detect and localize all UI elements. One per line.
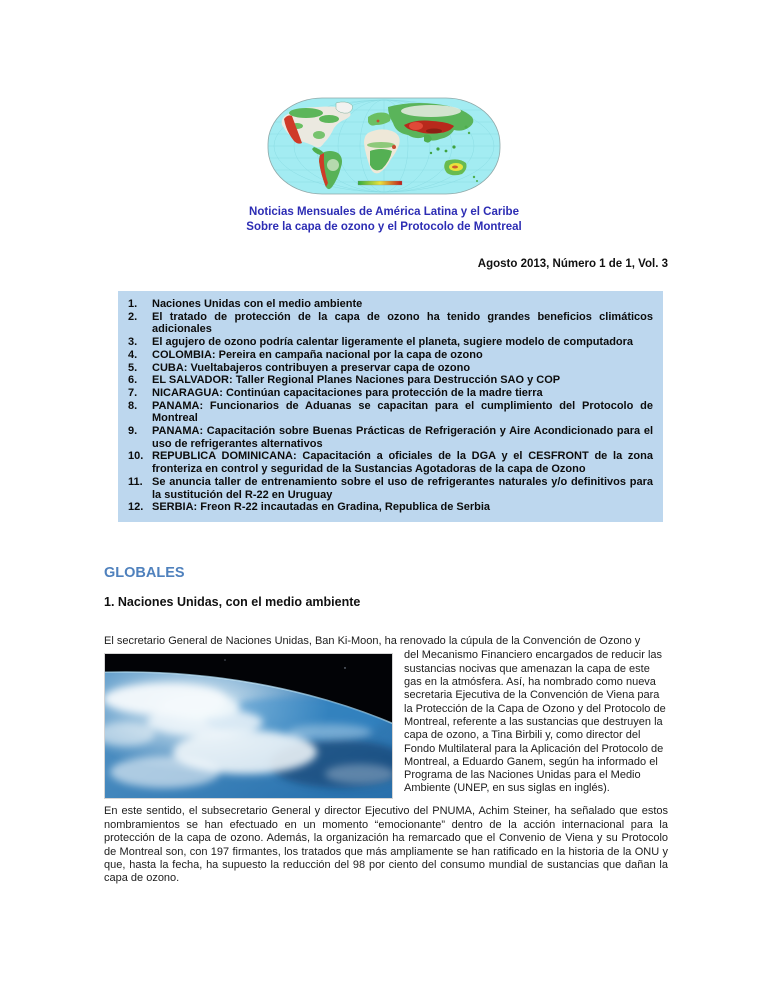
toc-item [128,476,653,501]
toc-item [128,336,653,349]
toc-item-text: El tratado de protección de la capa de ozono ha tenido grandes beneficios climáticos adicionales [152,310,653,336]
newsletter-title-line1: Noticias Mensuales de América Latina y el Caribe [249,206,519,218]
toc-item-text: El agujero de ozono podría calentar ligeramente el planeta, sugiere modelo de computadora [152,336,634,349]
newsletter-title-line2: Sobre la capa de ozono y el Protocolo de Montreal [246,221,522,233]
table-of-contents [118,291,663,522]
toc-item [128,349,653,362]
toc-item [128,425,653,450]
toc-item-text: NICARAGUA: Continúan capacitaciones para protección de la madre tierra [152,386,543,399]
world-map-image [266,95,502,197]
toc-item-number: 9. [128,425,138,438]
masthead [0,0,768,235]
section-heading-globales: GLOBALES [104,564,185,581]
article-title: 1. Naciones Unidas, con el medio ambiente [104,594,361,609]
toc-item-number: 4. [128,348,138,361]
toc-item-number: 8. [128,399,138,412]
toc-item-number: 1. [128,298,138,310]
toc-item-text: Naciones Unidas con el medio ambiente [152,298,363,310]
toc-item-number: 11. [128,475,143,488]
toc-item-text: CUBA: Vueltabajeros contribuyen a preservar capa de ozono [152,361,471,374]
toc-item [128,374,653,387]
toc-item-number: 5. [128,361,138,374]
toc-item-text: PANAMA: Capacitación sobre Buenas Prácticas de Refrigeración y Aire Acondicionado para el uso de refrigerantes alternativos [152,425,653,450]
toc-item-text: Se anuncia taller de entrenamiento sobre el uso de refrigerantes naturales y/o definitivos para la sustitución del R-22 en Uruguay [152,475,653,501]
toc-item-number: 6. [128,374,138,387]
article-lead-line: El secretario General de Naciones Unidas, Ban Ki-Moon, ha renovado la cúpula de la Convención de Ozono y [104,634,641,647]
toc-item-text: SERBIA: Freon R-22 incautadas en Gradina, Republica de Serbia [152,501,491,514]
bottom-margin [0,886,768,946]
toc-item [128,501,653,514]
toc-item-number: 7. [128,386,138,399]
toc-item [128,298,653,311]
toc-item [128,400,653,425]
earth-from-space-image [104,653,393,799]
toc-item-text: EL SALVADOR: Taller Regional Planes Naciones para Destrucción SAO y COP [152,374,561,387]
article-paragraph-wrap: del Mecanismo Financiero encargados de reducir las sustancias nocivas que amenazan la capa de este gas en la atmósfera. Así, ha nombrado como nueva secretaria Ejecutiva de la Convención de Viena para la Protección de la Capa de Ozono y del Protocolo de Montreal, referente a las sustancias que destruyen la capa de ozono, a Tina Birbili y, como director del Fondo Multilateral para la Aplicación del Protocolo de Montreal, a Eduardo Ganem, según ha informado el Programa de las Naciones Unidas para el Medio Ambiente (UNEP, en sus siglas en inglés). [404,649,666,795]
toc-item-text: PANAMA: Funcionarios de Aduanas se capacitan para el cumplimiento del Protocolo de Montreal [152,399,653,425]
toc-item-number: 12. [128,501,144,514]
toc-item-number: 10. [128,450,144,463]
toc-item [128,450,653,475]
toc-item [128,387,653,400]
toc-item-number: 3. [128,336,138,349]
map-legend-colorbar [358,181,402,185]
toc-item [128,311,653,336]
toc-item-text: REPUBLICA DOMINICANA: Capacitación a oficiales de la DGA y el CESFRONT de la zona fronteriza en control y seguridad de la Sustancias Agotadoras de la capa de Ozono [152,450,653,476]
article-paragraph-2: En este sentido, el subsecretario General y director Ejecutivo del PNUMA, Achim Steiner, ha señalado que estos nombramientos se han efectuado en un momento “emocionante” dentro de la acción internacional para la protección de la capa de ozono. Además, la organización ha remarcado que el Convenio de Viena y su Protocolo de Montreal son, con 197 firmantes, los tratados que más ampliamente se han ratificado en la historia de la ONU y que, hasta la fecha, ha supuesto la reducción del 98 por ciento del consumo mundial de sustancias que dañan la capa de ozono. [104,805,668,885]
toc-item [128,362,653,375]
issue-date-line: Agosto 2013, Número 1 de 1, Vol. 3 [477,258,668,270]
toc-item-number: 2. [128,310,138,323]
article-media-row [104,649,668,799]
toc-item-text: COLOMBIA: Pereira en campaña nacional por la capa de ozono [152,348,483,361]
